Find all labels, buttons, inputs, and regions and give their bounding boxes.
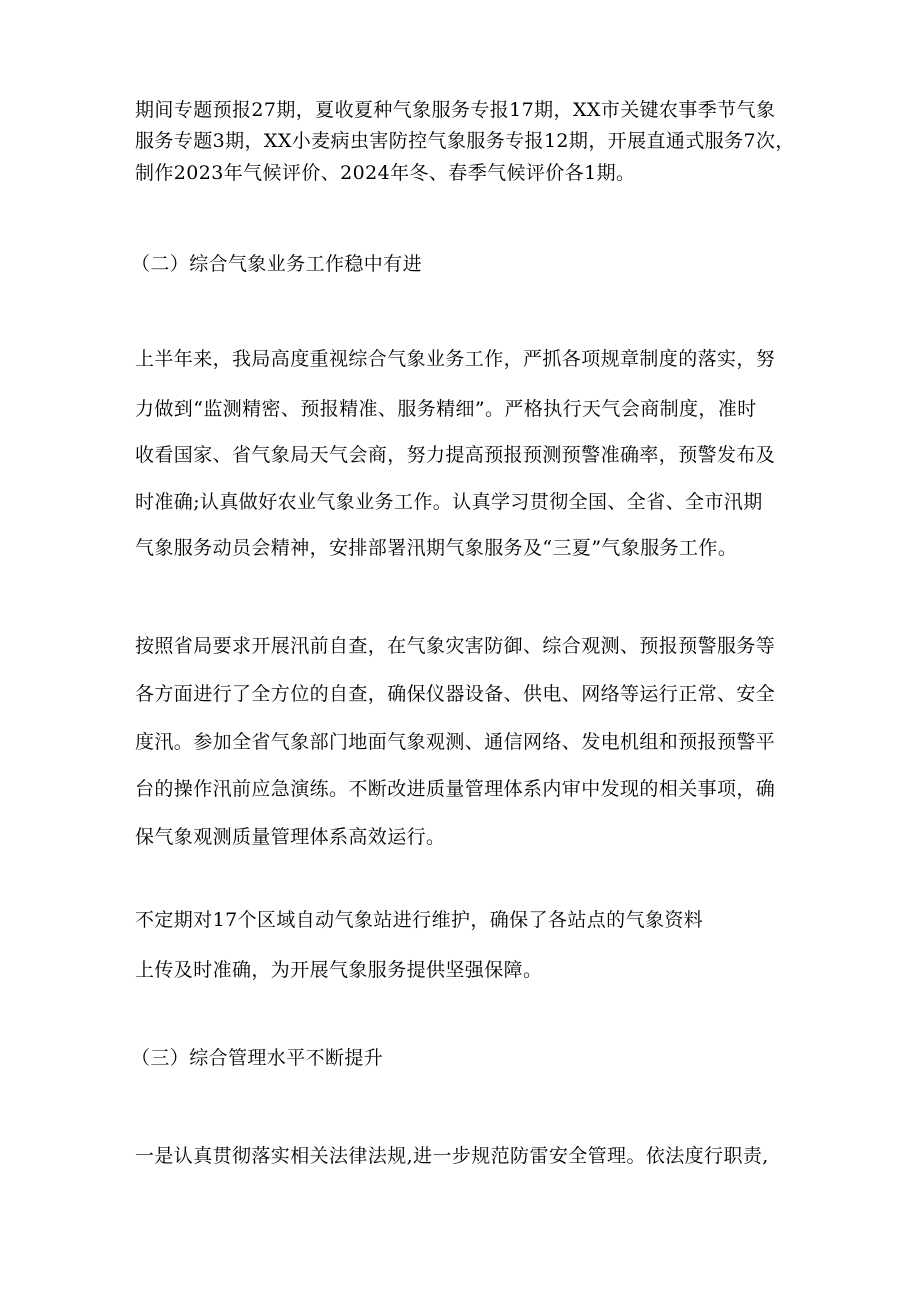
paragraph-2-line-5: 气象服务动员会精神，安排部署汛期气象服务及“三夏”气象服务工作。 xyxy=(135,537,738,559)
paragraph-3-line-4: 台的操作汛前应急演练。不断改进质量管理体系内审中发现的相关事项，确 xyxy=(135,778,776,800)
paragraph-1-line-1: 期间专题预报27期，夏收夏种气象服务专报17期，XX市关键农事季节气象 xyxy=(135,99,776,121)
paragraph-2-line-3: 收看国家、省气象局天气会商，努力提高预报预测预警准确率，预警发布及 xyxy=(135,444,776,466)
paragraph-5-line-1: 一是认真贯彻落实相关法律法规,进一步规范防雷安全管理。依法度行职责, xyxy=(135,1145,769,1167)
paragraph-3-line-1: 按照省局要求开展汛前自查，在气象灾害防御、综合观测、预报预警服务等 xyxy=(135,635,776,657)
paragraph-1-line-2: 服务专题3期，XX小麦病虫害防控气象服务专报12期，开展直通式服务7次， xyxy=(135,130,795,152)
paragraph-2-line-2: 力做到“监测精密、预报精准、服务精细”。严格执行天气会商制度，准时 xyxy=(135,398,757,420)
section-heading-3: （三）综合管理水平不断提升 xyxy=(131,1047,384,1069)
paragraph-4-line-2: 上传及时准确，为开展气象服务提供坚强保障。 xyxy=(135,959,543,981)
paragraph-3-line-2: 各方面进行了全方位的自查，确保仪器设备、供电、网络等运行正常、安全 xyxy=(135,683,776,705)
paragraph-2-line-1: 上半年来，我局高度重视综合气象业务工作，严抓各项规章制度的落实，努 xyxy=(135,348,776,370)
paragraph-4-line-1: 不定期对17个区域自动气象站进行维护，确保了各站点的气象资料 xyxy=(135,909,704,931)
paragraph-3-line-3: 度汛。参加全省气象部门地面气象观测、通信网络、发电机组和预报预警平 xyxy=(135,731,776,753)
section-heading-2: （二）综合气象业务工作稳中有进 xyxy=(131,253,423,275)
paragraph-2-line-4: 时准确;认真做好农业气象业务工作。认真学习贯彻全国、全省、全市汛期 xyxy=(135,491,763,513)
paragraph-1-line-3: 制作2023年气候评价、2024年冬、春季气候评价各1期。 xyxy=(135,162,636,184)
paragraph-3-line-5: 保气象观测质量管理体系高效运行。 xyxy=(135,826,446,848)
